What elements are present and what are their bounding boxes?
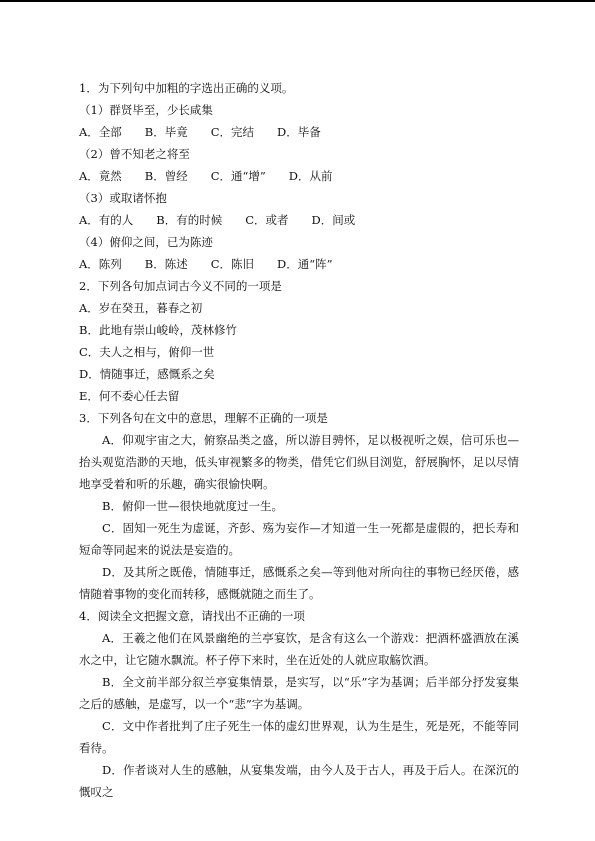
q2-option-d: D．情随事迁，感慨系之矣	[79, 367, 215, 381]
q2-option-c: C．夫人之相与，俯仰一世	[79, 345, 215, 359]
q4-option-c: C．文中作者批判了庄子死生一体的虚幻世界观，认为生是生，死是死，不能等同看待。	[79, 719, 519, 755]
q1-sub3-options: A．有的人 B．有的时候 C．或者 D．间或	[79, 213, 356, 227]
q1-sub2-options: A．竟然 B．曾经 C．通“增” D．从前	[79, 169, 333, 183]
document-page	[79, 77, 519, 803]
q1-sub3-text: （3）或取诸怀抱	[79, 191, 167, 205]
q1-stem: 1．为下列句中加粗的字选出正确的义项。	[79, 81, 294, 95]
q1-sub1-options: A．全部 B．毕竟 C．完结 D．毕备	[79, 125, 321, 139]
q3-option-b: B．俯仰一世—很快地就度过一生。	[102, 499, 283, 513]
q4-option-b: B．全文前半部分叙兰亭宴集情景，是实写，以“乐”字为基调；后半部分抒发宴集之后的感触，是虚写，以一个“悲”字为基调。	[79, 675, 519, 711]
q4-option-a: A．王羲之他们在风景幽绝的兰亭宴饮，是含有这么一个游戏：把酒杯盛酒放在溪水之中，让它随水飘流。杯子停下来时，坐在近处的人就应取觞饮酒。	[79, 631, 519, 667]
q3-option-c: C．固知一死生为虚诞，齐彭、殇为妄作—才知道一生一死都是虚假的，把长寿和短命等同起来的说法是妄造的。	[79, 521, 519, 557]
q2-option-e: E．何不委心任去留	[79, 389, 180, 403]
q2-option-b: B．此地有崇山峻岭，茂林修竹	[79, 323, 237, 337]
top-border-rule	[0, 0, 595, 2]
q1-sub1-text: （1）群贤毕至，少长咸集	[79, 103, 213, 117]
q3-option-d: D．及其所之既倦，情随事迁，感慨系之矣—等到他对所向往的事物已经厌倦，感情随着事物的变化而转移，感慨就随之而生了。	[79, 565, 519, 601]
q3-stem: 3．下列各句在文中的意思，理解不正确的一项是	[79, 411, 328, 425]
q2-stem: 2．下列各句加点词古今义不同的一项是	[79, 279, 282, 293]
q1-sub4-text: （4）俯仰之间，已为陈迹	[79, 235, 213, 249]
q1-sub2-text: （2）曾不知老之将至	[79, 147, 190, 161]
q2-option-a: A．岁在癸丑，暮春之初	[79, 301, 203, 315]
q1-sub4-options: A．陈列 B．陈述 C．陈旧 D．通“阵”	[79, 257, 333, 271]
q4-stem: 4．阅读全文把握文意，请找出不正确的一项	[79, 609, 305, 623]
q3-option-a: A．仰观宇宙之大，俯察品类之盛，所以游目骋怀，足以极视听之娱，信可乐也—抬头观览浩渺的天地，低头审视繁多的物类，借凭它们纵目浏览，舒展胸怀，足以尽情地享受着和听的乐趣，确实很愉快啊。	[79, 433, 519, 491]
q4-option-d: D．作者谈对人生的感触，从宴集发端，由今人及于古人，再及于后人。在深沉的慨叹之	[79, 763, 519, 799]
